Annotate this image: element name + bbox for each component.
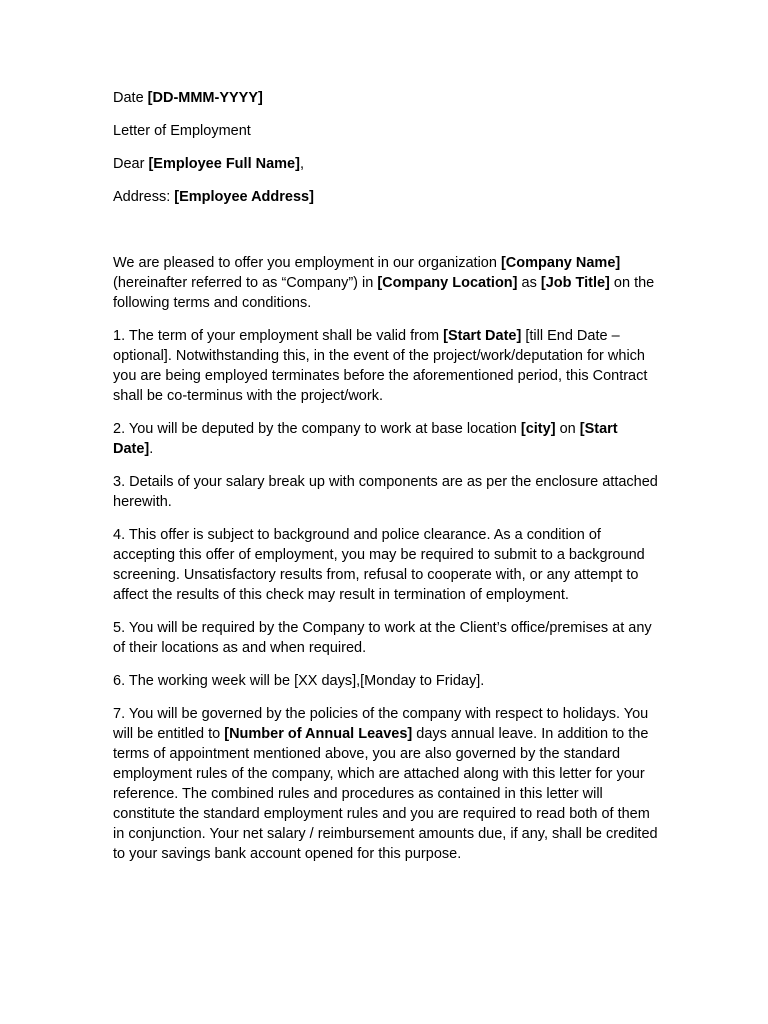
address-label: Address:	[113, 189, 175, 205]
clause-2-text-3: .	[149, 441, 154, 457]
letter-document	[113, 88, 658, 877]
clause-6: 6. The working week will be [XX days],[Monday to Friday].	[113, 673, 485, 689]
clause-2	[113, 419, 658, 459]
date-label: Date	[113, 90, 148, 106]
clause-2-text-1: 2. You will be deputed by the company to work at base location	[113, 421, 521, 437]
annual-leaves-placeholder: [Number of Annual Leaves]	[224, 726, 413, 742]
clause-7-text-1: 7. You will be governed by the policies of the company with respect to holidays. You will be entitled to	[113, 706, 649, 742]
letter-title: Letter of Employment	[113, 123, 251, 139]
clause-2-text-2: on	[555, 421, 580, 437]
company-name-placeholder: [Company Name]	[500, 255, 621, 271]
job-title-placeholder: [Job Title]	[540, 275, 610, 291]
intro-text-4: on the following terms and conditions.	[113, 275, 655, 311]
salutation-line	[113, 154, 658, 174]
dear-suffix: ,	[299, 156, 304, 172]
employee-address-placeholder: [Employee Address]	[174, 189, 314, 205]
clause-7	[113, 704, 658, 864]
date-line	[113, 88, 658, 108]
clause-4: 4. This offer is subject to background and police clearance. As a condition of accepting this offer of employment, you may be required to submit to a background screening. Unsatisfactory results from, refusal to cooperate with, or any attempt to affect the results of this check may result in termination of employment.	[113, 527, 645, 603]
intro-paragraph	[113, 253, 658, 313]
company-location-placeholder: [Company Location]	[377, 275, 518, 291]
clause-3: 3. Details of your salary break up with components are as per the enclosure attached herewith.	[113, 474, 658, 510]
date-placeholder: [DD-MMM-YYYY]	[147, 90, 263, 106]
clause-7-text-2: days annual leave. In addition to the terms of appointment mentioned above, you are also governed by the standard employment rules of the company, which are attached along with this letter for your reference. The combined rules and procedures as contained in this letter will constitute the standard employment rules and you are required to read both of them in conjunction. Your net salary / reimbursement amounts due, if any, shall be credited to your savings bank account opened for this purpose.	[113, 726, 658, 862]
address-line	[113, 187, 658, 207]
clause-5: 5. You will be required by the Company to work at the Client’s office/premises at any of their locations as and when required.	[113, 620, 652, 656]
city-placeholder: [city]	[520, 421, 556, 437]
intro-text-3: as	[517, 275, 541, 291]
start-date-placeholder-2: [Start Date]	[113, 421, 618, 457]
clause-1	[113, 326, 658, 406]
dear-label: Dear	[113, 156, 149, 172]
clause-1-text-1: 1. The term of your employment shall be valid from	[113, 328, 444, 344]
start-date-placeholder: [Start Date]	[443, 328, 522, 344]
clause-1-text-2: [till End Date – optional]. Notwithstanding this, in the event of the project/work/deputation for which you are being employed terminates before the aforementioned period, this Contract shall be co-terminus with the project/work.	[113, 328, 648, 404]
intro-text-2: (hereinafter referred to as “Company”) in	[113, 275, 378, 291]
intro-text-1: We are pleased to offer you employment in our organization	[113, 255, 501, 271]
employee-name-placeholder: [Employee Full Name]	[148, 156, 300, 172]
